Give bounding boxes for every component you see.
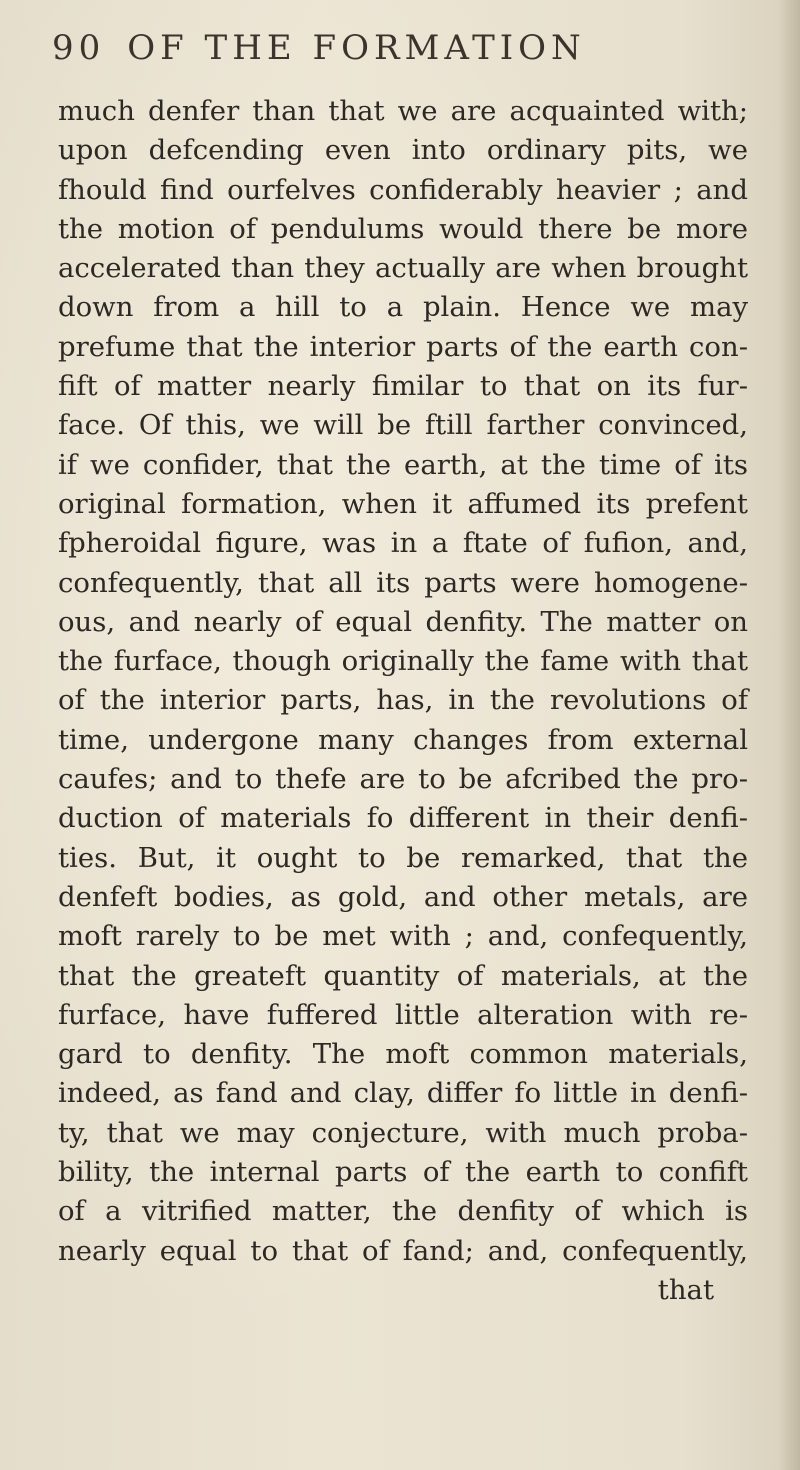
text-line: denfeft bodies, as gold, and other metals, are	[58, 880, 748, 913]
text-line: duction of materials fo different in their denfi-	[58, 802, 748, 835]
text-line: accelerated than they actually are when brought	[58, 252, 748, 285]
text-line: the furface, though originally the fame with that	[58, 645, 748, 678]
text-line: face. Of this, we will be ftill farther convinced,	[58, 409, 748, 442]
text-line: nearly equal to that of fand; and, confequently,	[58, 1234, 748, 1267]
text-line: fhould find ourfelves confiderably heavier ; and	[58, 173, 748, 206]
page-edge-shadow	[778, 0, 800, 1470]
text-line: confequently, that all its parts were homogene-	[58, 566, 748, 599]
text-line: of a vitrified matter, the denfity of which is	[58, 1195, 748, 1228]
text-line: upon defcending even into ordinary pits, we	[58, 134, 748, 167]
text-line: the motion of pendulums would there be more	[58, 212, 748, 245]
text-line: ty, that we may conjecture, with much proba-	[58, 1116, 748, 1149]
text-line: fpheroidal figure, was in a ftate of fufion, and,	[58, 527, 748, 560]
running-title: OF THE FORMATION	[127, 28, 586, 68]
text-line: ous, and nearly of equal denfity. The matter on	[58, 605, 748, 638]
text-line: moft rarely to be met with ; and, confequently,	[58, 920, 748, 953]
text-line: bility, the internal parts of the earth to confift	[58, 1156, 748, 1189]
text-line: that the greateft quantity of materials, at the	[58, 959, 748, 992]
body-text	[58, 92, 748, 1310]
text-line: down from a hill to a plain. Hence we may	[58, 291, 748, 324]
text-line: fift of matter nearly fimilar to that on its fur-	[58, 370, 748, 403]
text-line: original formation, when it affumed its prefent	[58, 487, 748, 520]
text-line: time, undergone many changes from external	[58, 723, 748, 756]
text-line: indeed, as fand and clay, differ fo little in denfi-	[58, 1077, 748, 1110]
text-line: prefume that the interior parts of the earth con-	[58, 330, 748, 363]
catchword: that	[657, 1273, 714, 1306]
text-line: caufes; and to thefe are to be afcribed the pro-	[58, 763, 748, 796]
text-line: of the interior parts, has, in the revolutions of	[58, 684, 748, 717]
text-line: gard to denfity. The moft common materials,	[58, 1038, 748, 1071]
text-line: if we confider, that the earth, at the time of its	[58, 448, 748, 481]
text-line: much denfer than that we are acquainted with;	[58, 95, 748, 127]
page-number: 90	[52, 28, 106, 68]
text-line: furface, have fuffered little alteration with re-	[58, 998, 748, 1031]
running-head	[52, 28, 586, 68]
text-line: ties. But, it ought to be remarked, that the	[58, 841, 748, 874]
